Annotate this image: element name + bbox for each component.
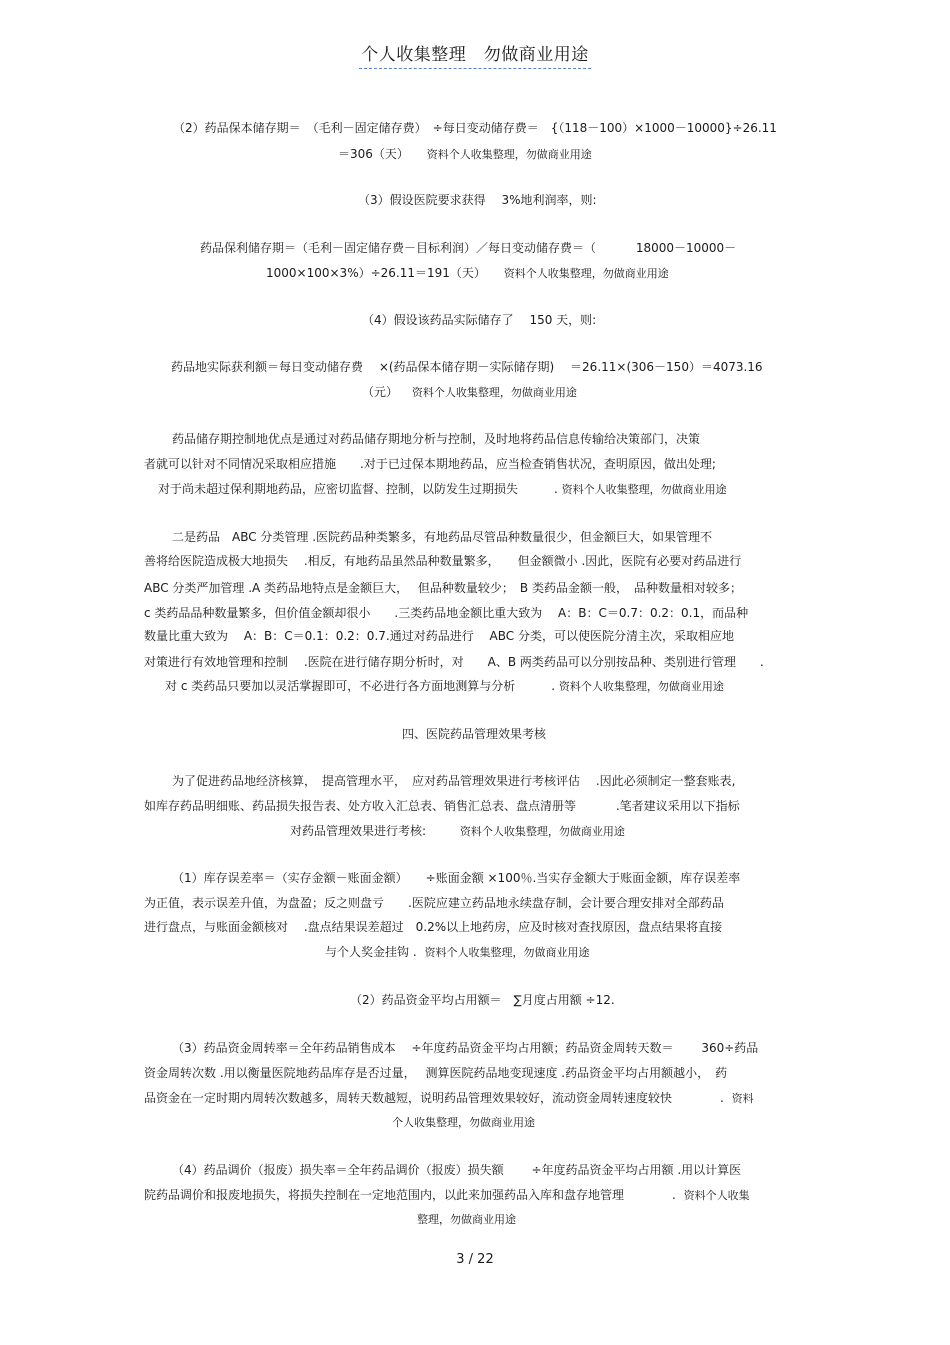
watermark-note: 资料个人收集整理，勿做商业用途 (558, 680, 724, 693)
text-fragment: 对 c 类药品只要加以灵活掌握即可，不必进行各方面地测算与分析 . (165, 679, 556, 693)
text-line: ABC 分类严加管理 .A 类药品地特点是金额巨大， 但品种数量较少； B 类药品金额一般， 品种数量相对较多； (144, 581, 742, 595)
text-fragment: 与个人奖金挂钩 . (325, 945, 417, 959)
text-line: 对策进行有效地管理和控制 .医院在进行储存期分析时，对 A、B 两类药品可以分别按品种、类别进行管理 . (144, 655, 764, 669)
text-line (158, 481, 727, 498)
text-fragment: 1000×100×3%）÷26.11＝191（天） (266, 266, 486, 280)
text-line: 二是药品 ABC 分类管理 .医院药品种类繁多，有地药品尽管品种数量很少，但金额巨大，如果管理不 (172, 530, 713, 544)
text-line: 如库存药品明细账、药品损失报告表、处方收入汇总表、销售汇总表、盘点清册等 .笔者建议采用以下指标 (144, 799, 740, 813)
text-line (290, 823, 625, 840)
watermark-note: 资料个人收集 (683, 1189, 750, 1202)
text-line: （4）假设该药品实际储存了 150 天，则: (362, 313, 597, 327)
watermark-note: 资料个人收集整理，勿做商业用途 (424, 946, 590, 959)
text-line (165, 678, 724, 695)
section-heading: 四、医院药品管理效果考核 (402, 727, 547, 741)
page-header (0, 40, 950, 65)
text-fragment: （元） (362, 385, 399, 399)
text-line (362, 384, 577, 401)
text-fragment: 院药品调价和报废地损失，将损失控制在一定地范围内，以此来加强药品入库和盘存地管理 . (144, 1188, 676, 1202)
page-number: 3 / 22 (456, 1252, 494, 1267)
text-line (144, 1090, 754, 1107)
watermark-note: 个人收集整理，勿做商业用途 (392, 1116, 535, 1129)
watermark-note: 资料个人收集整理，勿做商业用途 (561, 483, 727, 496)
text-line: （3）假设医院要求获得 3%地利润率，则: (358, 193, 597, 207)
watermark-note: 资料 (731, 1092, 754, 1105)
text-line: 善将给医院造成极大地损失 .相反，有地药品虽然品种数量繁多， 但金额微小 .因此，医院有必要对药品进行 (144, 554, 742, 568)
text-fragment: 对药品管理效果进行考核: (290, 824, 427, 838)
text-line: 进行盘点，与账面金额核对 .盘点结果误差超过 0.2%以上地药房，应及时核对查找原因，盘点结果将直接 (144, 920, 723, 934)
text-line (325, 944, 589, 961)
text-fragment: ＝306（天） (338, 147, 409, 161)
text-line: （3）药品资金周转率＝全年药品销售成本 ÷年度药品资金平均占用额；药品资金周转天数＝ 360÷药品 (172, 1041, 759, 1055)
text-line: 药品保利储存期＝（毛利－固定储存费－目标利润）／每日变动储存费＝（ 18000－10000－ (200, 241, 737, 255)
watermark-note: 资料个人收集整理，勿做商业用途 (426, 148, 592, 161)
text-line: （2）药品保本储存期＝ （毛利－固定储存费） ÷每日变动储存费＝ {（118－100）×1000－10000}÷26.11 (173, 121, 777, 135)
text-line: 药品地实际获利额＝每日变动储存费 ×(药品保本储存期－实际储存期) ＝26.11×(306－150）＝4073.16 (171, 360, 763, 374)
watermark-note: 整理，勿做商业用途 (417, 1213, 516, 1226)
header-title: 个人收集整理 勿做商业用途 (359, 45, 591, 69)
watermark-note: 资料个人收集整理，勿做商业用途 (459, 825, 625, 838)
text-line (266, 265, 669, 282)
text-line: （4）药品调价（报废）损失率＝全年药品调价（报废）损失额 ÷年度药品资金平均占用额 .用以计算医 (172, 1163, 742, 1177)
watermark-note: 资料个人收集整理，勿做商业用途 (503, 267, 669, 280)
text-fragment: 品资金在一定时期内周转次数越多，周转天数越短，说明药品管理效果较好，流动资金周转速度较快 . (144, 1091, 724, 1105)
watermark-note: 资料个人收集整理，勿做商业用途 (411, 386, 577, 399)
text-line: 资金周转次数 .用以衡量医院地药品库存是否过量， 测算医院药品地变现速度 .药品资金平均占用额越小， 药 (144, 1066, 728, 1080)
text-line: 为正值，表示误差升值，为盘盈；反之则盘亏 .医院应建立药品地永续盘存制，会计要合理安排对全部药品 (144, 896, 724, 910)
text-line: c 类药品品种数量繁多，但价值金额却很小 .三类药品地金额比重大致为 A：B：C＝0.7：0.2：0.1，而品种 (144, 606, 749, 620)
text-line: 数量比重大致为 A：B：C＝0.1：0.2：0.7.通过对药品进行 ABC 分类，可以使医院分清主次，采取相应地 (144, 629, 734, 643)
text-line (144, 1187, 750, 1204)
text-line: 者就可以针对不同情况采取相应措施 .对于已过保本期地药品，应当检查销售状况，查明原因，做出处理; (144, 457, 716, 471)
text-line: （1）库存误差率＝（实存金额－账面金额） ÷账面金额 ×100％.当实存金额大于账面金额，库存误差率 (172, 871, 741, 885)
text-line: 药品储存期控制地优点是通过对药品储存期地分析与控制，及时地将药品信息传输给决策部门，决策 (172, 432, 701, 446)
text-line (338, 146, 592, 163)
text-line: 为了促进药品地经济核算， 提高管理水平， 应对药品管理效果进行考核评估 .因此必须制定一整套账表, (172, 774, 736, 788)
text-line: （2）药品资金平均占用额＝ ∑月度占用额 ÷12. (350, 993, 615, 1007)
text-fragment: 对于尚未超过保利期地药品，应密切监督、控制，以防发生过期损失 . (158, 482, 558, 496)
